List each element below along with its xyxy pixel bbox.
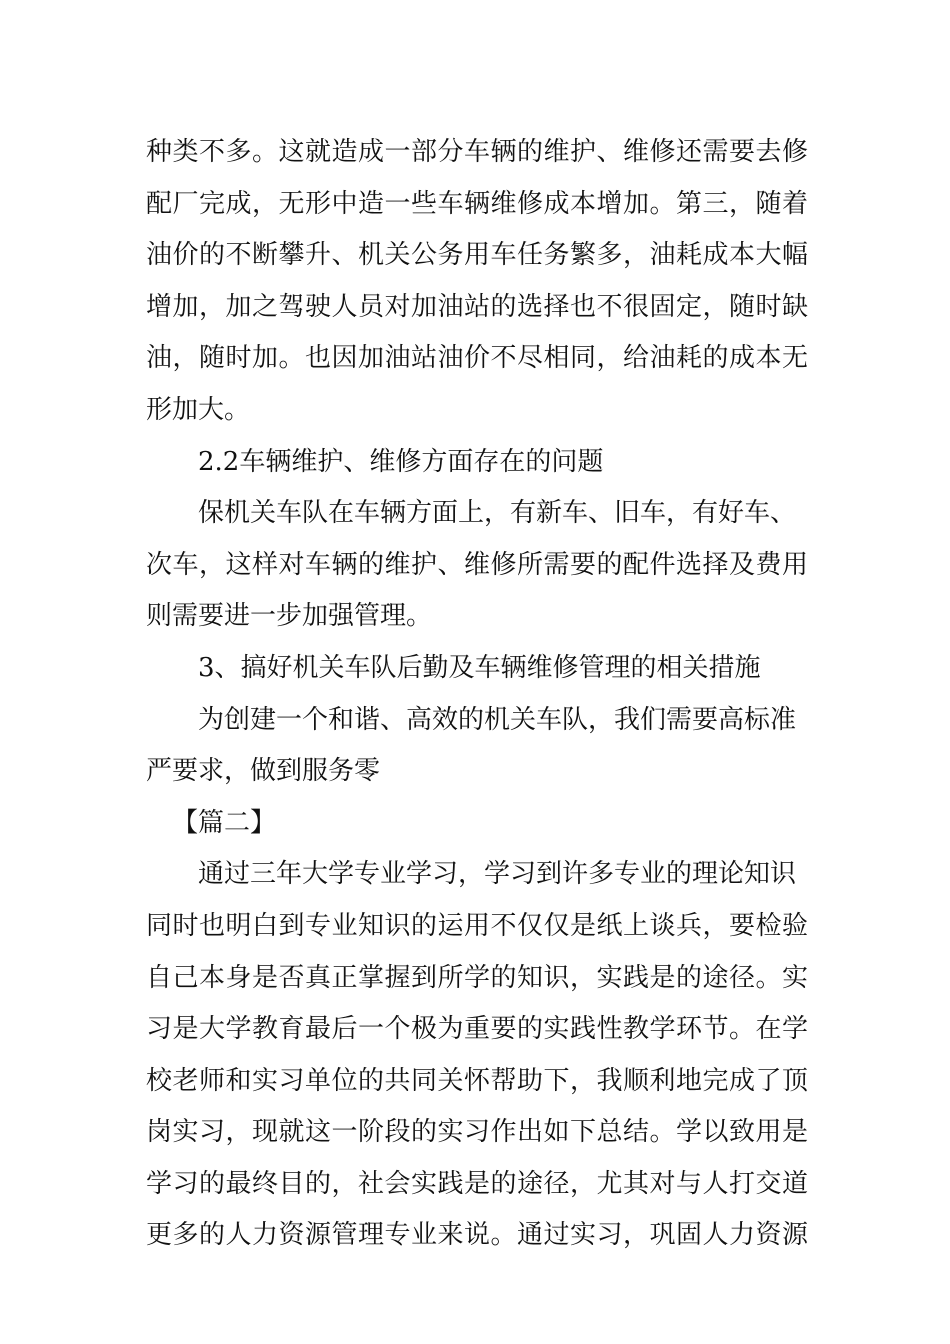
paragraph-line: 保机关车队在车辆方面上，有新车、旧车，有好车、 bbox=[198, 498, 797, 529]
paragraph-line: 自己本身是否真正掌握到所学的知识，实践是的途径。实 bbox=[146, 962, 808, 993]
section-heading-3: 3、搞好机关车队后勤及车辆维修管理的相关措施 bbox=[198, 652, 761, 683]
paragraph-line: 油价的不断攀升、机关公务用车任务繁多，油耗成本大幅 bbox=[146, 240, 808, 271]
paragraph-line: 严要求，做到服务零 bbox=[146, 756, 381, 787]
section-heading-2-2: 2.2车辆维护、维修方面存在的问题 bbox=[198, 446, 604, 477]
paragraph-line: 形加大。 bbox=[146, 394, 251, 425]
paragraph-line: 更多的人力资源管理专业来说。通过实习，巩固人力资源 bbox=[146, 1220, 808, 1251]
paragraph-line: 岗实习，现就这一阶段的实习作出如下总结。学以致用是 bbox=[146, 1117, 808, 1148]
paragraph-line: 则需要进一步加强管理。 bbox=[146, 601, 433, 632]
paragraph-line: 同时也明白到专业知识的运用不仅仅是纸上谈兵，要检验 bbox=[146, 910, 808, 941]
paragraph-line: 习是大学教育最后一个极为重要的实践性教学环节。在学 bbox=[146, 1014, 808, 1045]
paragraph-line: 校老师和实习单位的共同关怀帮助下，我顺利地完成了顶 bbox=[146, 1065, 808, 1096]
paragraph-line: 种类不多。这就造成一部分车辆的维护、维修还需要去修 bbox=[146, 137, 808, 167]
part-heading-pian-er: 【篇二】 bbox=[172, 807, 277, 838]
paragraph-line: 次车，这样对车辆的维护、维修所需要的配件选择及费用 bbox=[146, 549, 808, 580]
paragraph-line: 学习的最终目的，社会实践是的途径，尤其对与人打交道 bbox=[146, 1168, 808, 1199]
document-body bbox=[146, 127, 808, 1262]
paragraph-line: 配厂完成，无形中造一些车辆维修成本增加。第三，随着 bbox=[146, 188, 808, 219]
paragraph-line: 为创建一个和谐、高效的机关车队，我们需要高标准 bbox=[198, 704, 797, 735]
paragraph-line: 增加，加之驾驶人员对加油站的选择也不很固定，随时缺 bbox=[146, 291, 808, 322]
paragraph-line: 通过三年大学专业学习，学习到许多专业的理论知识 bbox=[198, 859, 797, 890]
paragraph-line: 油，随时加。也因加油站油价不尽相同，给油耗的成本无 bbox=[146, 343, 808, 374]
